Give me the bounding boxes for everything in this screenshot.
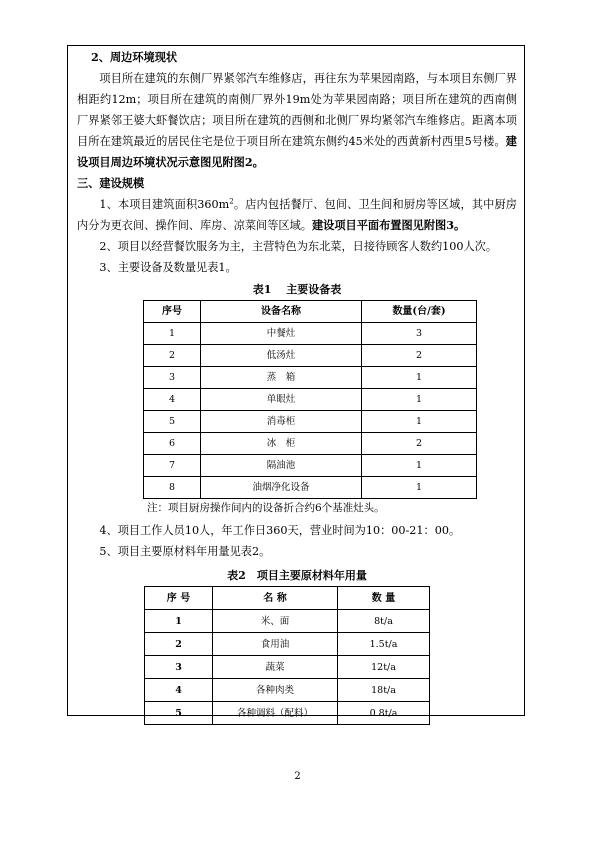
scale-item-4: 4、项目工作人员10人，年工作日360天，营业时间为10：00-21：00。	[99, 524, 461, 537]
table-cell: 3	[144, 367, 201, 389]
table-cell: 5	[145, 702, 213, 725]
section-heading-environment: 2、周边环境现状	[91, 50, 178, 64]
table-row	[145, 656, 430, 679]
table-cell: 单眼灶	[201, 389, 362, 411]
table-cell: 1	[362, 367, 477, 389]
environment-paragraph	[77, 68, 517, 173]
table-cell: 蒸 箱	[201, 367, 362, 389]
table-header-cell: 数 量	[338, 587, 430, 610]
table-header-cell: 数量(台/套)	[362, 301, 477, 323]
table-header-row	[145, 587, 430, 610]
table-row	[145, 633, 430, 656]
table-cell: 各种肉类	[213, 679, 338, 702]
area-unit-superscript: 2	[229, 197, 234, 206]
table-cell: 1	[362, 455, 477, 477]
table1-note: 注：项目厨房操作间内的设备折合约6个基准灶头。	[147, 502, 385, 514]
scale-item-1-text: 1、本项目建筑面积360m	[99, 198, 230, 211]
table-cell: 2	[362, 345, 477, 367]
table-cell: 4	[144, 389, 201, 411]
table-cell: 油烟净化设备	[201, 477, 362, 499]
table-cell: 冰 柜	[201, 433, 362, 455]
materials-table	[144, 586, 430, 725]
table-cell: 隔油池	[201, 455, 362, 477]
table-row	[144, 389, 477, 411]
table-cell: 各种调料（配料）	[213, 702, 338, 725]
table-header-cell: 设备名称	[201, 301, 362, 323]
table-cell: 4	[145, 679, 213, 702]
table-cell: 2	[362, 433, 477, 455]
environment-figure-ref: 建设项目周边环境状况示意图见附图2。	[77, 134, 517, 169]
table-row	[144, 345, 477, 367]
table-header-row	[144, 301, 477, 323]
table-cell: 6	[144, 433, 201, 455]
table-cell: 0.8t/a	[338, 702, 430, 725]
table-cell: 1	[144, 323, 201, 345]
table-cell: 12t/a	[338, 656, 430, 679]
table-cell: 1	[145, 610, 213, 633]
scale-item-1-text-cont: 。店内包括餐厅、包间、卫生间和厨房等区域，其中厨房内分为更衣间、操作间、库房、凉菜间等区域。	[77, 198, 517, 232]
table2-caption: 表2 项目主要原材料年用量	[227, 569, 367, 582]
table-cell: 2	[145, 633, 213, 656]
table-row	[144, 411, 477, 433]
page-number: 2	[294, 771, 301, 782]
equipment-table	[143, 300, 477, 499]
table-cell: 3	[145, 656, 213, 679]
table-row	[145, 679, 430, 702]
layout-figure-ref: 建设项目平面布置图见附图3。	[311, 218, 466, 232]
table-cell: 1	[362, 389, 477, 411]
table-header-cell: 序 号	[145, 587, 213, 610]
table-cell: 低汤灶	[201, 345, 362, 367]
table-cell: 2	[144, 345, 201, 367]
scale-item-5: 5、项目主要原材料年用量见表2。	[99, 545, 271, 558]
table-cell: 1	[362, 411, 477, 433]
table-row	[144, 323, 477, 345]
table1-caption: 表1 主要设备表	[252, 283, 342, 296]
table-row	[145, 610, 430, 633]
scale-item-2: 2、项目以经营餐饮服务为主，主营特色为东北菜，日接待顾客人数约100人次。	[99, 240, 498, 253]
table-row	[144, 455, 477, 477]
table-header-cell: 序号	[144, 301, 201, 323]
table-row	[144, 477, 477, 499]
table-cell: 8	[144, 477, 201, 499]
section-heading-scale: 三、建设规模	[77, 176, 145, 190]
table-cell: 8t/a	[338, 610, 430, 633]
table-cell: 消毒柜	[201, 411, 362, 433]
table-row	[144, 433, 477, 455]
environment-text: 项目所在建筑的东侧厂界紧邻汽车维修店，再往东为苹果园南路，与本项目东侧厂界相距约12m；项目所在建筑的南侧厂界外19m处为苹果园南路；项目所在建筑的西南侧厂界紧邻王婆大虾餐饮店；项目所在建筑的西侧和北侧厂界均紧邻汽车维修店。距离本项目所在建筑最近的居民住宅是位于项目所在建筑东侧约45米处的西黄新村西里5号楼。	[77, 72, 517, 148]
document-content	[77, 47, 517, 725]
table-cell: 7	[144, 455, 201, 477]
scale-item-3: 3、主要设备及数量见表1。	[99, 261, 237, 274]
table-cell: 3	[362, 323, 477, 345]
scale-item-1	[77, 194, 517, 236]
table-cell: 食用油	[213, 633, 338, 656]
table-cell: 1	[362, 477, 477, 499]
table-row	[144, 367, 477, 389]
table-cell: 1.5t/a	[338, 633, 430, 656]
table-cell: 5	[144, 411, 201, 433]
table-cell: 蔬菜	[213, 656, 338, 679]
table-header-cell: 名 称	[213, 587, 338, 610]
table-row	[145, 702, 430, 725]
table-cell: 中餐灶	[201, 323, 362, 345]
table-cell: 米、面	[213, 610, 338, 633]
table-cell: 18t/a	[338, 679, 430, 702]
